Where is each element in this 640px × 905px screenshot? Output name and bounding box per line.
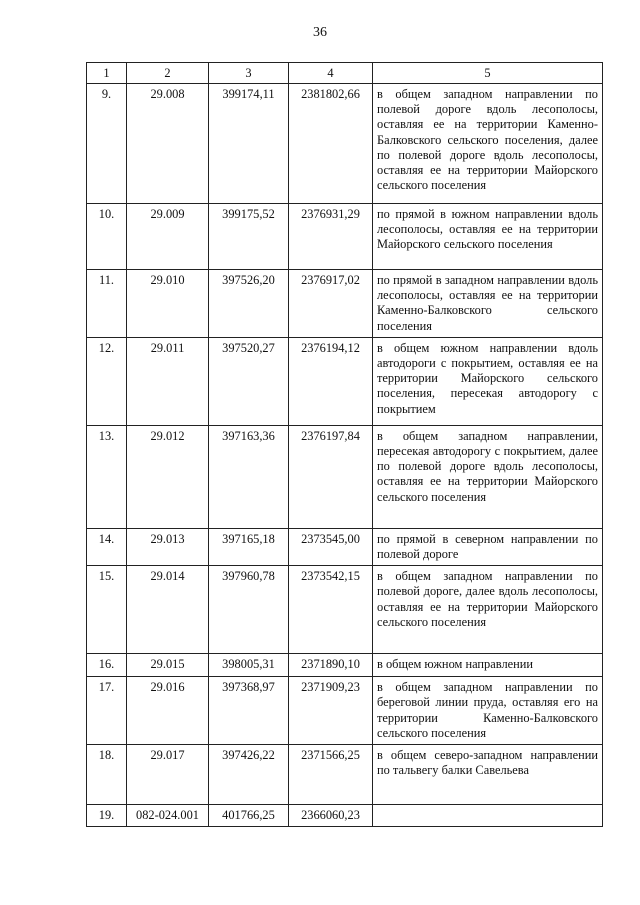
table-row: [87, 84, 603, 204]
point-code: 29.009: [127, 204, 209, 270]
point-code: 29.008: [127, 84, 209, 204]
table-row: [87, 654, 603, 677]
page-number: 36: [313, 25, 327, 40]
route-description: в общем западном направлении по полевой дороге, далее вдоль лесополосы, оставляя ее на территории Майорского сельского поселения: [373, 566, 603, 654]
route-description: в общем северо-западном направлении по тальвегу балки Савельева: [373, 745, 603, 805]
column-header: 5: [373, 63, 603, 84]
table-row: [87, 566, 603, 654]
route-description: в общем западном направлении по полевой дороге вдоль лесополосы, оставляя ее на территории Каменно-Балковского сельского поселения, далее по полевой дороге вдоль лесополосы, оставляя ее на территории Майорского сельского поселения: [373, 84, 603, 204]
coord-y: 2376194,12: [289, 337, 373, 425]
point-code: 29.011: [127, 337, 209, 425]
point-code: 29.017: [127, 745, 209, 805]
row-number: 17.: [87, 677, 127, 745]
point-code: 29.014: [127, 566, 209, 654]
point-code: 29.016: [127, 677, 209, 745]
table-row: [87, 204, 603, 270]
route-description: по прямой в южном направлении вдоль лесополосы, оставляя ее на территории Майорского сельского поселения: [373, 204, 603, 270]
table-row: [87, 745, 603, 805]
coord-y: 2376931,29: [289, 204, 373, 270]
point-code: 29.013: [127, 528, 209, 565]
table-row: [87, 677, 603, 745]
coord-x: 397426,22: [209, 745, 289, 805]
table-header-row: [87, 63, 603, 84]
row-number: 19.: [87, 805, 127, 827]
table-row: [87, 337, 603, 425]
table-row: [87, 425, 603, 528]
coord-x: 398005,31: [209, 654, 289, 677]
coord-y: 2371890,10: [289, 654, 373, 677]
table-row: [87, 805, 603, 827]
coord-y: 2373545,00: [289, 528, 373, 565]
coord-y: 2371909,23: [289, 677, 373, 745]
column-header: 3: [209, 63, 289, 84]
column-header: 4: [289, 63, 373, 84]
row-number: 15.: [87, 566, 127, 654]
coord-x: 397526,20: [209, 270, 289, 338]
row-number: 13.: [87, 425, 127, 528]
row-number: 18.: [87, 745, 127, 805]
coord-y: 2373542,15: [289, 566, 373, 654]
column-header: 1: [87, 63, 127, 84]
point-code: 29.015: [127, 654, 209, 677]
row-number: 14.: [87, 528, 127, 565]
coord-x: 397163,36: [209, 425, 289, 528]
coord-y: 2371566,25: [289, 745, 373, 805]
coord-x: 399175,52: [209, 204, 289, 270]
route-description: по прямой в северном направлении по полевой дороге: [373, 528, 603, 565]
route-description: в общем южном направлении вдоль автодороги с покрытием, оставляя ее на территории Майорского сельского поселения, пересекая автодорогу с покрытием: [373, 337, 603, 425]
row-number: 16.: [87, 654, 127, 677]
coord-y: 2376197,84: [289, 425, 373, 528]
coord-y: 2366060,23: [289, 805, 373, 827]
coord-y: 2381802,66: [289, 84, 373, 204]
coord-x: 397165,18: [209, 528, 289, 565]
coord-x: 401766,25: [209, 805, 289, 827]
row-number: 10.: [87, 204, 127, 270]
coord-x: 397960,78: [209, 566, 289, 654]
column-header: 2: [127, 63, 209, 84]
row-number: 11.: [87, 270, 127, 338]
boundary-table: [86, 62, 603, 827]
point-code: 29.012: [127, 425, 209, 528]
route-description: [373, 805, 603, 827]
table-row: [87, 270, 603, 338]
point-code: 29.010: [127, 270, 209, 338]
coord-x: 397520,27: [209, 337, 289, 425]
coord-y: 2376917,02: [289, 270, 373, 338]
row-number: 9.: [87, 84, 127, 204]
coord-x: 397368,97: [209, 677, 289, 745]
route-description: по прямой в западном направлении вдоль лесополосы, оставляя ее на территории Каменно-Балковского сельского поселения: [373, 270, 603, 338]
point-code: 082-024.001: [127, 805, 209, 827]
route-description: в общем западном направлении, пересекая автодорогу с покрытием, далее по полевой дороге вдоль лесополосы, оставляя ее на территории Майорского сельского поселения: [373, 425, 603, 528]
route-description: в общем западном направлении по береговой линии пруда, оставляя его на территории Каменно-Балковского сельского поселения: [373, 677, 603, 745]
route-description: в общем южном направлении: [373, 654, 603, 677]
row-number: 12.: [87, 337, 127, 425]
coord-x: 399174,11: [209, 84, 289, 204]
table-row: [87, 528, 603, 565]
